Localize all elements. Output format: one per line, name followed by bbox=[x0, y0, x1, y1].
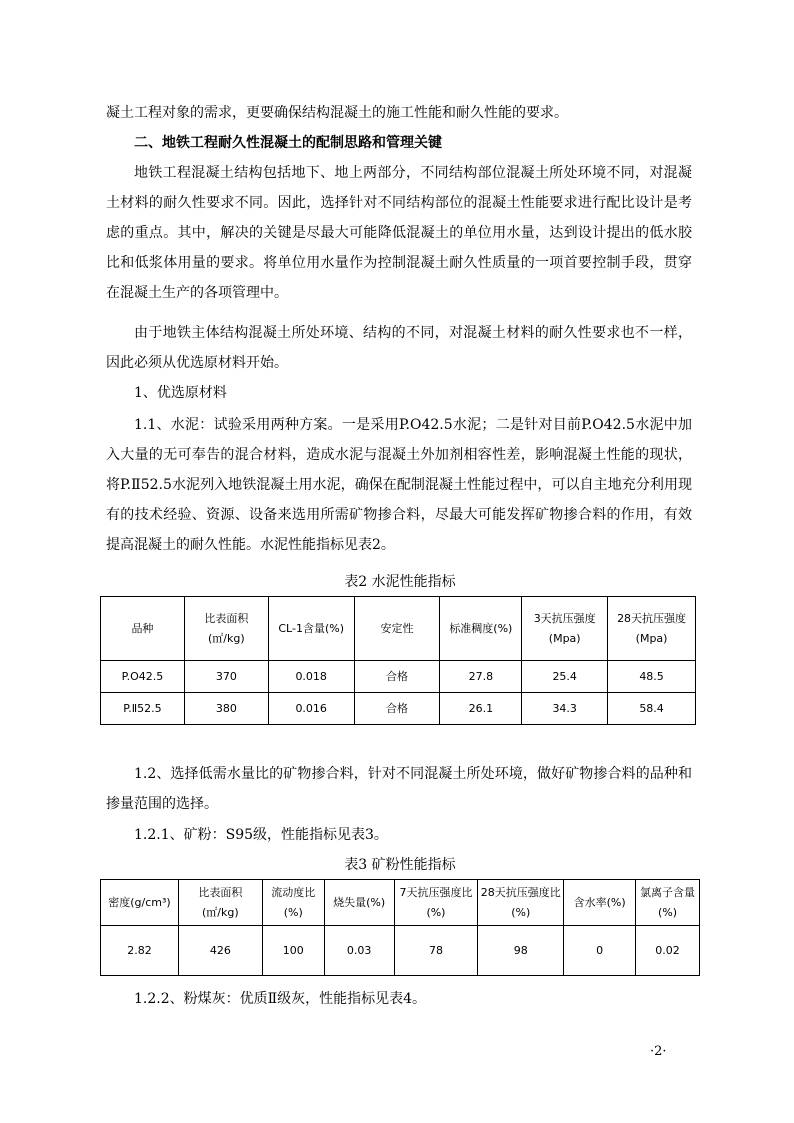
table-cell: 0.016 bbox=[268, 693, 354, 725]
table-cell: 98 bbox=[478, 926, 564, 976]
table-cell: 34.3 bbox=[522, 693, 608, 725]
table-cell: P.O42.5 bbox=[101, 661, 185, 693]
paragraph-design-approach: 地铁工程混凝土结构包括地下、地上两部分，不同结构部位混凝土所处环境不同，对混凝土材料的耐久性要求不同。因此，选择针对不同结构部位的混凝土性能要求进行配比设计是考虑的重点。其中，解决的关键是尽最大可能降低混凝土的单位用水量，达到设计提出的低水胶比和低浆体用量的要求。将单位用水量作为控制混凝土耐久性质量的一项首要控制手段，贯穿在混凝土生产的各项管理中。 bbox=[106, 165, 692, 301]
subsection-heading: 1、优选原材料 bbox=[134, 385, 227, 401]
table-cell: 2.82 bbox=[101, 926, 179, 976]
table-cell: 58.4 bbox=[608, 693, 696, 725]
section-heading: 二、地铁工程耐久性混凝土的配制思路和管理关键 bbox=[134, 135, 442, 151]
table-header-cell: 密度(g/cm³) bbox=[101, 880, 179, 926]
table-cell: 0.03 bbox=[324, 926, 394, 976]
table-cell: 48.5 bbox=[608, 661, 696, 693]
table-cell: 0 bbox=[564, 926, 636, 976]
table-header-cell: 比表面积(㎡/kg) bbox=[184, 597, 268, 661]
table-header-cell: 安定性 bbox=[354, 597, 440, 661]
table-row bbox=[101, 661, 696, 693]
table-header-cell: 7天抗压强度比(%) bbox=[394, 880, 478, 926]
table-header-cell: 流动度比(%) bbox=[262, 880, 324, 926]
table-header-cell: 含水率(%) bbox=[564, 880, 636, 926]
table-header-cell: 标准稠度(%) bbox=[440, 597, 522, 661]
table-cell: 78 bbox=[394, 926, 478, 976]
table-header-row bbox=[101, 597, 696, 661]
table-row bbox=[101, 693, 696, 725]
table-row bbox=[101, 926, 700, 976]
cement-properties-table bbox=[100, 596, 696, 725]
paragraph-intro-tail: 凝土工程对象的需求，更要确保结构混凝土的施工性能和耐久性能的要求。 bbox=[106, 105, 568, 121]
table-header-cell: 烧失量(%) bbox=[324, 880, 394, 926]
page-number: ·2· bbox=[650, 1044, 667, 1059]
table-cell: 合格 bbox=[354, 693, 440, 725]
paragraph-fly-ash: 1.2.2、粉煤灰：优质Ⅱ级灰，性能指标见表4。 bbox=[134, 991, 427, 1007]
table-header-cell: CL-1含量(%) bbox=[268, 597, 354, 661]
paragraph-environment: 由于地铁主体结构混凝土所处环境、结构的不同，对混凝土材料的耐久性要求也不一样，因此必须从优选原材料开始。 bbox=[106, 325, 692, 371]
table-header-row bbox=[101, 880, 700, 926]
table-cell: 0.02 bbox=[636, 926, 700, 976]
paragraph-cement: 1.1、水泥：试验采用两种方案。一是采用P.O42.5水泥；二是针对目前P.O42.5水泥中加入大量的无可奉告的混合材料，造成水泥与混凝土外加剂相容性差，影响混凝土性能的现状，将P.Ⅱ52.5水泥列入地铁混凝土用水泥，确保在配制混凝土性能过程中，可以自主地充分利用现有的技术经验、资源、设备来选用所需矿物掺合料，尽最大可能发挥矿物掺合料的作用，有效提高混凝土的耐久性能。水泥性能指标见表2。 bbox=[106, 417, 692, 553]
paragraph-slag-powder: 1.2.1、矿粉：S95级，性能指标见表3。 bbox=[134, 827, 388, 843]
paragraph-mineral-admixture: 1.2、选择低需水量比的矿物掺合料，针对不同混凝土所处环境，做好矿物掺合料的品种和掺量范围的选择。 bbox=[106, 766, 692, 812]
table-cell: 合格 bbox=[354, 661, 440, 693]
table-cell: 27.8 bbox=[440, 661, 522, 693]
table-header-cell: 比表面积(㎡/kg) bbox=[178, 880, 262, 926]
table-header-cell: 品种 bbox=[101, 597, 185, 661]
table-cell: 0.018 bbox=[268, 661, 354, 693]
table-header-cell: 28天抗压强度比(%) bbox=[478, 880, 564, 926]
table-header-cell: 28天抗压强度(Mpa) bbox=[608, 597, 696, 661]
table-cell: 26.1 bbox=[440, 693, 522, 725]
table3-caption: 表3 矿粉性能指标 bbox=[344, 857, 456, 873]
table-cell: 370 bbox=[184, 661, 268, 693]
table-cell: 100 bbox=[262, 926, 324, 976]
table2-caption: 表2 水泥性能指标 bbox=[344, 574, 456, 590]
slag-properties-table bbox=[100, 879, 700, 976]
table-cell: 426 bbox=[178, 926, 262, 976]
table-cell: 380 bbox=[184, 693, 268, 725]
table-cell: 25.4 bbox=[522, 661, 608, 693]
table-header-cell: 氯离子含量(%) bbox=[636, 880, 700, 926]
table-header-cell: 3天抗压强度(Mpa) bbox=[522, 597, 608, 661]
table-cell: P.Ⅱ52.5 bbox=[101, 693, 185, 725]
